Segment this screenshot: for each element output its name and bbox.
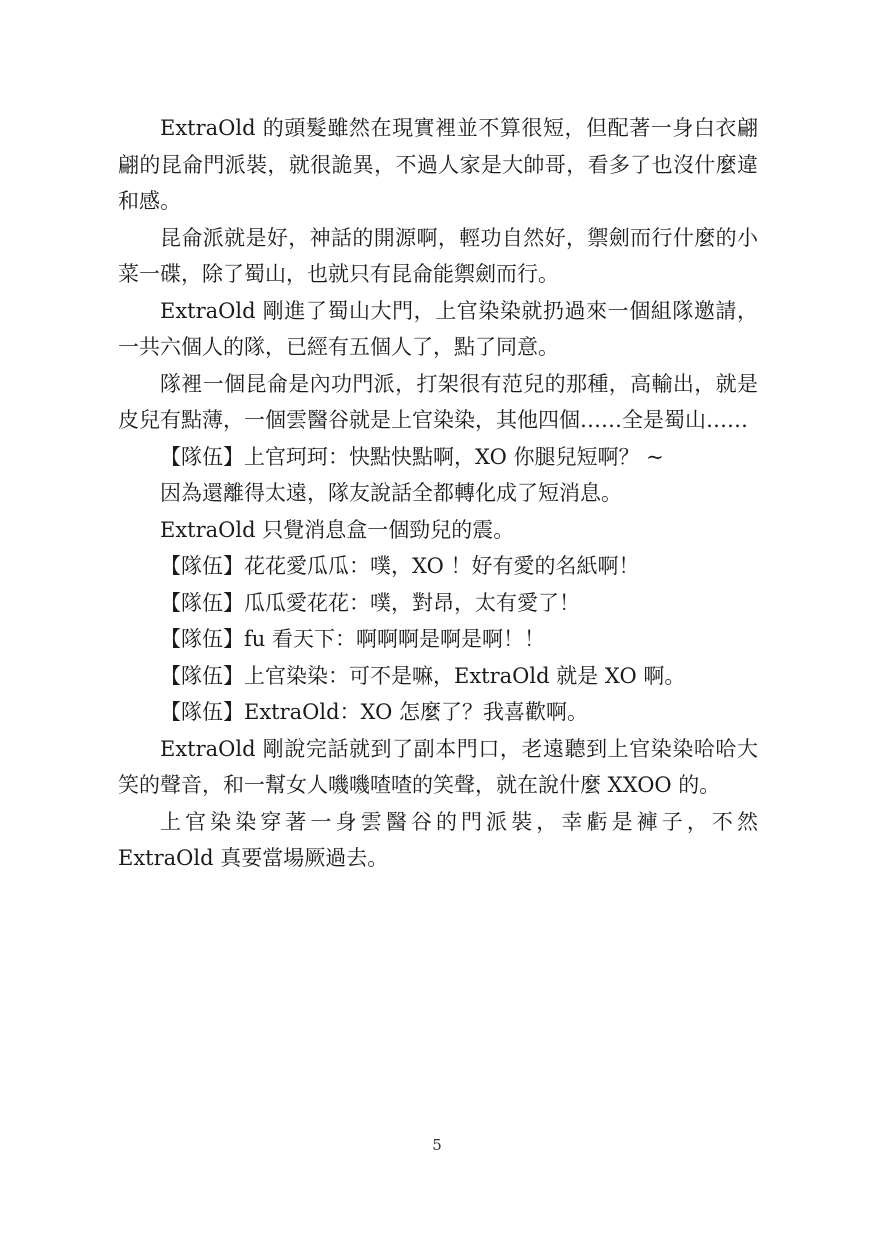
paragraph: ExtraOld 剛進了蜀山大門，上官染染就扔過來一個組隊邀請，一共六個人的隊，已經有五個人了，點了同意。 [118,298,758,359]
body-text [118,110,758,877]
chat-line: 【隊伍】瓜瓜愛花花：噗，對昂，太有愛了！ [160,590,580,615]
paragraph: ExtraOld 剛說完話就到了副本門口，老遠聽到上官染染哈哈大笑的聲音，和一幫女人嘰嘰喳喳的笑聲，就在說什麼 XXOO 的。 [118,736,758,797]
paragraph: 因為還離得太遠，隊友說話全都轉化成了短消息。 [160,481,622,505]
chat-line: 【隊伍】花花愛瓜瓜：噗，XO ！好有愛的名紙啊！ [160,554,640,578]
paragraph: 昆侖派就是好，神話的開源啊，輕功自然好，禦劍而行什麼的小菜一碟，除了蜀山，也就只有昆侖能禦劍而行。 [118,225,758,286]
paragraph: ExtraOld 只覺消息盒一個勁兒的震。 [160,517,515,542]
paragraph: 隊裡一個昆侖是內功門派，打架很有范兒的那種，高輸出，就是皮兒有點薄，一個雲醫谷就是上官染染，其他四個……全是蜀山…… [118,371,758,432]
paragraph: 上官染染穿著一身雲醫谷的門派裝，幸虧是褲子，不然 ExtraOld 真要當場厥過去。 [118,809,758,870]
chat-line: 【隊伍】fu 看天下：啊啊啊是啊是啊！！ [160,627,545,651]
chat-line: 【隊伍】ExtraOld：XO 怎麼了？我喜歡啊。 [160,700,589,724]
page-number: 5 [432,1136,442,1154]
chat-line: 【隊伍】上官珂珂：快點快點啊，XO 你腿兒短啊？ ~ [160,444,664,469]
chat-line: 【隊伍】上官染染：可不是嘛，ExtraOld 就是 XO 啊。 [160,663,686,688]
paragraph: ExtraOld 的頭髮雖然在現實裡並不算很短，但配著一身白衣翩翩的昆侖門派裝，就很詭異，不過人家是大帥哥，看多了也沒什麼違和感。 [118,116,758,213]
